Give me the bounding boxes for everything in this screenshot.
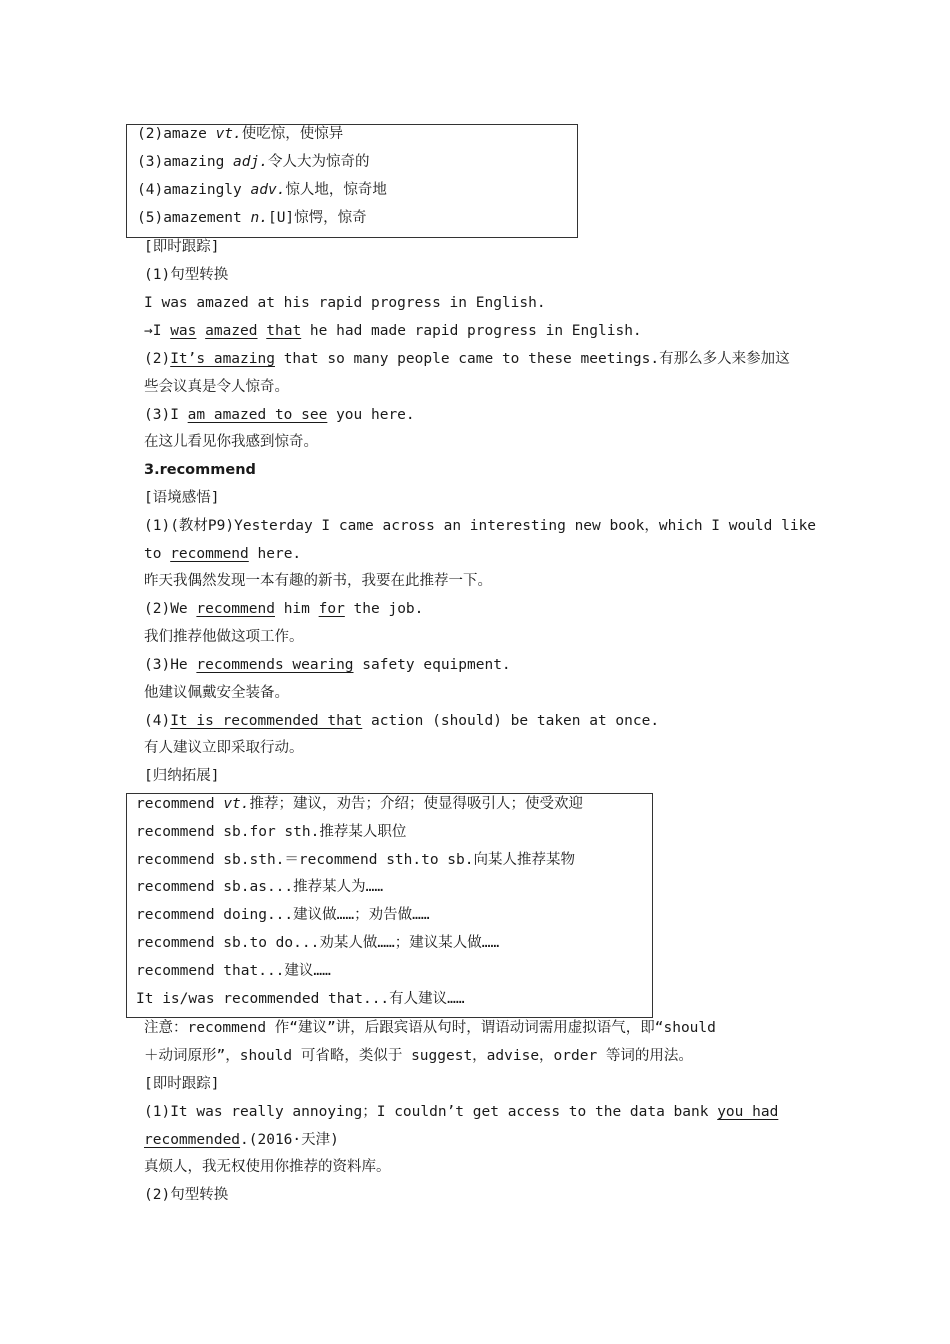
box2-row: recommend sb.sth.＝recommend sth.to sb.向某人推荐某物 <box>136 852 575 868</box>
section-header-follow-up: [即时跟踪] <box>144 1076 220 1092</box>
answer-blank: for <box>318 601 345 617</box>
box2-row: recommend sb.to do...劝某人做……；建议某人做…… <box>136 935 500 951</box>
summary-header: [归纳拓展] <box>144 768 220 784</box>
section-header-follow-up: [即时跟踪] <box>144 239 220 255</box>
box1-row: (2)amaze vt.使吃惊，使惊异 <box>137 126 344 142</box>
answer-blank: was <box>170 323 197 339</box>
example-sentence: I was amazed at his rapid progress in English. <box>144 295 546 311</box>
box1-row: (3)amazing adj.令人大为惊奇的 <box>137 154 370 170</box>
answer-blank: amazed <box>205 323 258 339</box>
answer-blank: It is recommended that <box>170 713 363 729</box>
translation: 在这儿看见你我感到惊奇。 <box>144 434 318 450</box>
example-2: (2)We recommend him for the job. <box>144 601 424 617</box>
translation: 真烦人，我无权使用你推荐的资料库。 <box>144 1159 391 1175</box>
translation: 他建议佩戴安全装备。 <box>144 685 289 701</box>
answer-blank: recommend <box>170 546 249 562</box>
section-title-recommend: 3.recommend <box>144 462 256 478</box>
question-1: (1)It was really annoying；I couldn’t get access to the data bank you had <box>144 1104 779 1120</box>
example-1-continued: to recommend here. <box>144 546 302 562</box>
box2-row: recommend sb.for sth.推荐某人职位 <box>136 824 407 840</box>
question-title: (1)句型转换 <box>144 267 229 283</box>
answer-blank: that <box>266 323 302 339</box>
translation: 我们推荐他做这项工作。 <box>144 629 304 645</box>
box2-row: recommend vt.推荐；建议，劝告；介绍；使显得吸引人；使受欢迎 <box>136 796 584 812</box>
box2-row: recommend doing...建议做……；劝告做…… <box>136 907 430 923</box>
answer-blank: am amazed to see <box>187 407 328 423</box>
transform-answer: →I was amazed that he had made rapid progress in English. <box>144 323 642 339</box>
box1-row: (4)amazingly adv.惊人地，惊奇地 <box>137 182 387 198</box>
answer-blank: recommends wearing <box>196 657 354 673</box>
question-3: (3)I am amazed to see you here. <box>144 407 415 423</box>
usage-note: 注意：recommend 作“建议”讲，后跟宾语从句时，谓语动词需用虚拟语气，即“should <box>144 1020 716 1036</box>
box2-row: recommend that...建议…… <box>136 963 331 979</box>
question-2-continued: 些会议真是令人惊奇。 <box>144 379 289 395</box>
box1-row: (5)amazement n.[U]惊愕，惊奇 <box>137 210 367 226</box>
question-title: (2)句型转换 <box>144 1187 229 1203</box>
question-1-continued: recommended.(2016·天津) <box>144 1132 339 1148</box>
context-header: [语境感悟] <box>144 490 220 506</box>
example-4: (4)It is recommended that action (should) be taken at once. <box>144 713 660 729</box>
translation: 有人建议立即采取行动。 <box>144 740 304 756</box>
example-3: (3)He recommends wearing safety equipment. <box>144 657 511 673</box>
box2-row: It is/was recommended that...有人建议…… <box>136 991 465 1007</box>
answer-blank: recommended <box>144 1132 241 1148</box>
usage-note-continued: ＋动词原形”，should 可省略，类似于 suggest，advise，order 等词的用法。 <box>144 1048 693 1064</box>
example-1: (1)(教材P9)Yesterday I came across an interesting new book，which I would like <box>144 518 817 534</box>
translation: 昨天我偶然发现一本有趣的新书，我要在此推荐一下。 <box>144 573 492 589</box>
answer-blank: It’s amazing <box>170 351 275 367</box>
box2-row: recommend sb.as...推荐某人为…… <box>136 879 384 895</box>
question-2: (2)It’s amazing that so many people came to these meetings.有那么多人来参加这 <box>144 351 790 367</box>
answer-blank: you had <box>717 1104 779 1120</box>
answer-blank: recommend <box>196 601 275 617</box>
